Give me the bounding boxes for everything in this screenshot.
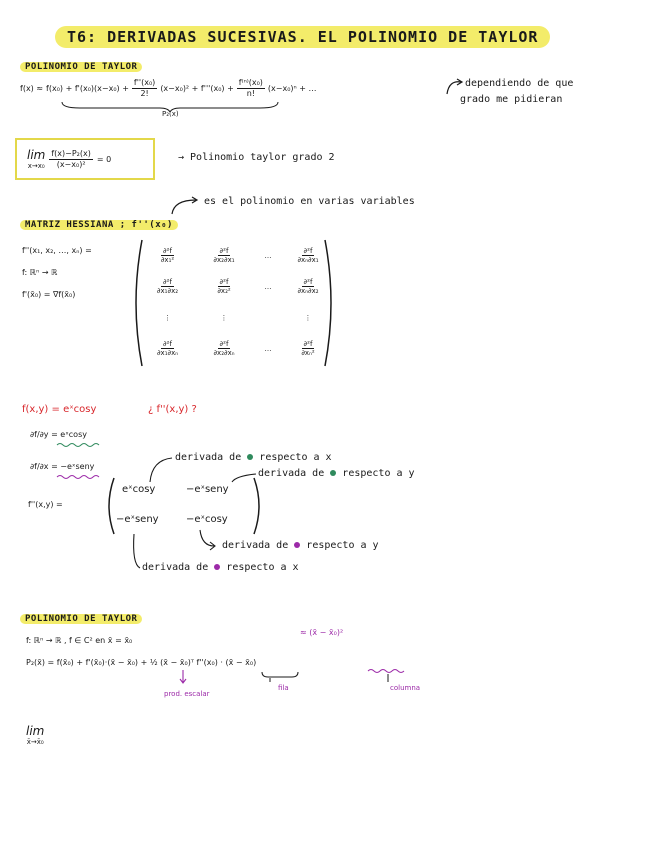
hessian-cell: ⋮ xyxy=(164,313,171,322)
taylor-lhs: f(x) ≈ xyxy=(20,83,44,93)
partial-x: ∂f/∂x = −eˣseny xyxy=(30,462,95,471)
taylor-frac2: $\frac{\text{f''(x₀)}}{2!}$ xyxy=(133,78,156,98)
section-heading-taylor-2: POLINOMIO DE TAYLOR xyxy=(20,614,142,624)
hessian-cell: $\frac{\text{∂²f}}{\text{∂x₂∂xₙ}}$ xyxy=(213,339,235,357)
curved-arrow-icon xyxy=(168,194,200,216)
hessian-cell: … xyxy=(264,282,272,291)
section3-marks xyxy=(0,668,656,708)
purple-dot-icon xyxy=(214,564,220,570)
function-domain: f: ℝⁿ → ℝ xyxy=(22,268,58,277)
curved-arrow-icon xyxy=(445,76,465,96)
taylor-multi-p2: P₂(x̄) = f(x̄₀) + f'(x̄₀)·(x̄ − x̄₀) + ½ (x̄ − x̄₀)ᵀ f''(x₀) · (x̄ − x̄₀) xyxy=(26,658,257,667)
hessian-cell: ⋮ xyxy=(304,313,312,322)
annotation-c: derivada de respecto a y xyxy=(222,540,379,551)
hessian-cell: $\frac{\text{∂²f}}{\text{∂x₁²}}$ xyxy=(160,246,175,264)
example-m22: −eˣcosy xyxy=(186,514,228,525)
degree-note-1: dependiendo de que xyxy=(465,78,574,89)
annotation-b: derivada de respecto a y xyxy=(258,468,415,479)
green-dot-icon xyxy=(247,454,253,460)
matrix-right-bracket xyxy=(323,238,337,368)
purple-note: ≈ (x̄ − x̄₀)² xyxy=(300,628,344,637)
hessian-cell: $\frac{\text{∂²f}}{\text{∂x₂²}}$ xyxy=(217,277,231,295)
annotation-a: derivada de respecto a x xyxy=(175,452,332,463)
hessian-cell: $\frac{\text{∂²f}}{\text{∂x₂∂x₁}}$ xyxy=(213,246,235,264)
degree-note-2: grado me pidieran xyxy=(460,94,563,105)
section-heading-taylor: POLINOMIO DE TAYLOR xyxy=(20,62,142,72)
hessian-cell: $\frac{\text{∂²f}}{\text{∂xₙ∂x₂}}$ xyxy=(297,277,319,295)
taylor-term1: f(x₀) + f'(x₀)(x−x₀) + xyxy=(46,83,129,93)
limit-sub: x→x₀ xyxy=(27,162,45,170)
example-m21: −eˣseny xyxy=(116,514,159,525)
hessian-cell: … xyxy=(264,344,272,353)
hessian-cell: ⋮ xyxy=(220,313,228,322)
limit-eq: = 0 xyxy=(96,154,112,164)
prod-label: prod. escalar xyxy=(164,690,210,698)
example-question: ¿ f''(x,y) ? xyxy=(148,404,197,415)
partial-y: ∂f/∂y = eˣcosy xyxy=(30,430,87,439)
brace-label: P₂(x) xyxy=(162,110,179,118)
hessian-cell: $\frac{\text{∂²f}}{\text{∂xₙ²}}$ xyxy=(301,339,315,357)
taylor-term3: (x−x₀)ⁿ + … xyxy=(267,83,317,93)
limit-note: → Polinomio taylor grado 2 xyxy=(178,152,335,163)
hessian-matrix xyxy=(140,240,325,365)
taylor-formula xyxy=(20,78,317,98)
fila-label: fila xyxy=(278,684,289,692)
hessian-cell: $\frac{\text{∂²f}}{\text{∂xₙ∂x₁}}$ xyxy=(297,246,319,264)
columna-label: columna xyxy=(390,684,421,692)
section-heading-hessiana: MATRIZ HESSIANA ; f''(x₀) xyxy=(20,220,178,230)
annotation-d: derivada de respecto a x xyxy=(142,562,299,573)
taylor-frac3: $\frac{\text{f⁽ⁿ⁾(x₀)}}{n!}$ xyxy=(238,78,263,98)
hessian-cell: $\frac{\text{∂²f}}{\text{∂x₁∂xₙ}}$ xyxy=(156,339,179,357)
hessian-cell: $\frac{\text{∂²f}}{\text{∂x₁∂x₂}}$ xyxy=(156,277,179,295)
example-m11: eˣcosy xyxy=(122,484,156,495)
page-title: T6: DERIVADAS SUCESIVAS. EL POLINOMIO DE TAYLOR xyxy=(55,26,550,48)
hessian-example-label: f''(x,y) = xyxy=(28,500,63,509)
limit-frac: $\frac{\text{f(x)−P₂(x)}}{\text{(x−x₀)²}}$ xyxy=(51,148,91,169)
example-m12: −eˣseny xyxy=(186,484,229,495)
taylor-multi-domain: f: ℝⁿ → ℝ , f ∈ C² en x̄ = x̄₀ xyxy=(26,636,133,645)
poly-note: es el polinomio en varias variables xyxy=(204,196,415,207)
bottom-limit: lim x̄→x̄₀ xyxy=(26,724,45,746)
gradient-def: f'(x̄₀) = ∇f(x̄₀) xyxy=(22,290,76,299)
purple-dot-icon xyxy=(294,542,300,548)
hessian-cell: … xyxy=(264,251,272,260)
limit-box xyxy=(15,138,155,180)
example-function: f(x,y) = eˣcosy xyxy=(22,404,97,415)
limit-lim: lim xyxy=(27,148,46,162)
hessian-def: f''(x₁, x₂, …, xₙ) = xyxy=(22,246,92,255)
taylor-term2: (x−x₀)² + f'''(x₀) + xyxy=(160,83,234,93)
green-dot-icon xyxy=(330,470,336,476)
